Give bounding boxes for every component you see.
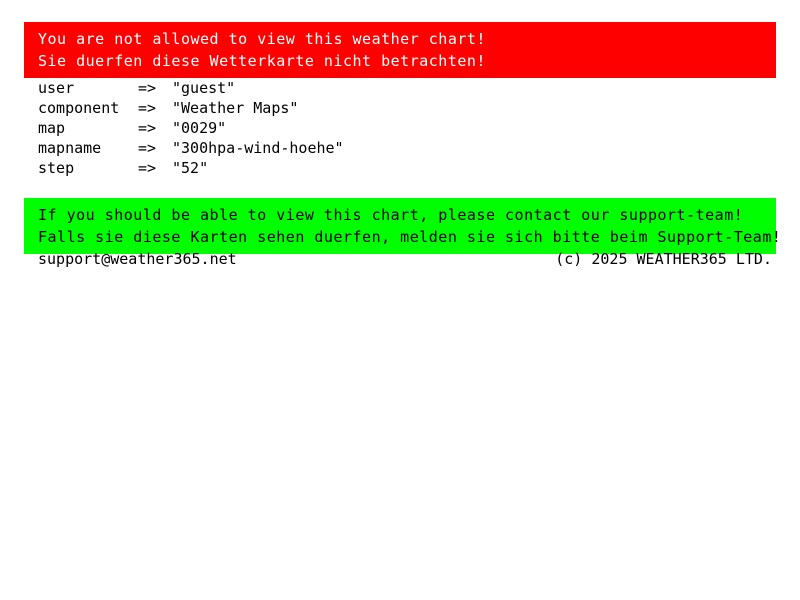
parameter-arrow: => [138,139,157,157]
parameter-key: mapname [38,139,102,157]
parameter-row [38,158,344,178]
parameter-key: user [38,79,75,97]
parameter-arrow: => [138,79,157,97]
parameter-row [38,78,344,98]
parameter-row [38,118,344,138]
error-banner [24,22,776,78]
parameter-key: map [38,119,66,137]
support-banner [24,198,782,254]
footer [38,249,772,269]
parameter-arrow: => [138,99,157,117]
parameter-row [38,138,344,158]
parameter-value: "0029" [172,119,227,137]
parameter-arrow: => [138,119,157,137]
parameter-value: "guest" [172,79,236,97]
parameter-value: "300hpa-wind-hoehe" [172,139,344,157]
parameter-key: step [38,159,75,177]
parameter-arrow: => [138,159,157,177]
support-banner-line-en: If you should be able to view this chart, please contact our support-team! [38,206,744,224]
parameter-list [38,78,344,178]
error-banner-line-en: You are not allowed to view this weather chart! [38,30,486,48]
parameter-key: component [38,99,120,117]
parameter-value: "52" [172,159,209,177]
error-banner-line-de: Sie duerfen diese Wetterkarte nicht betrachten! [38,52,486,70]
copyright-text: (c) 2025 WEATHER365 LTD. [555,250,772,268]
support-email-link[interactable]: support@weather365.net [38,250,237,268]
parameter-row [38,98,344,118]
support-banner-line-de: Falls sie diese Karten sehen duerfen, melden sie sich bitte beim Support-Team! [38,228,782,246]
parameter-value: "Weather Maps" [172,99,299,117]
